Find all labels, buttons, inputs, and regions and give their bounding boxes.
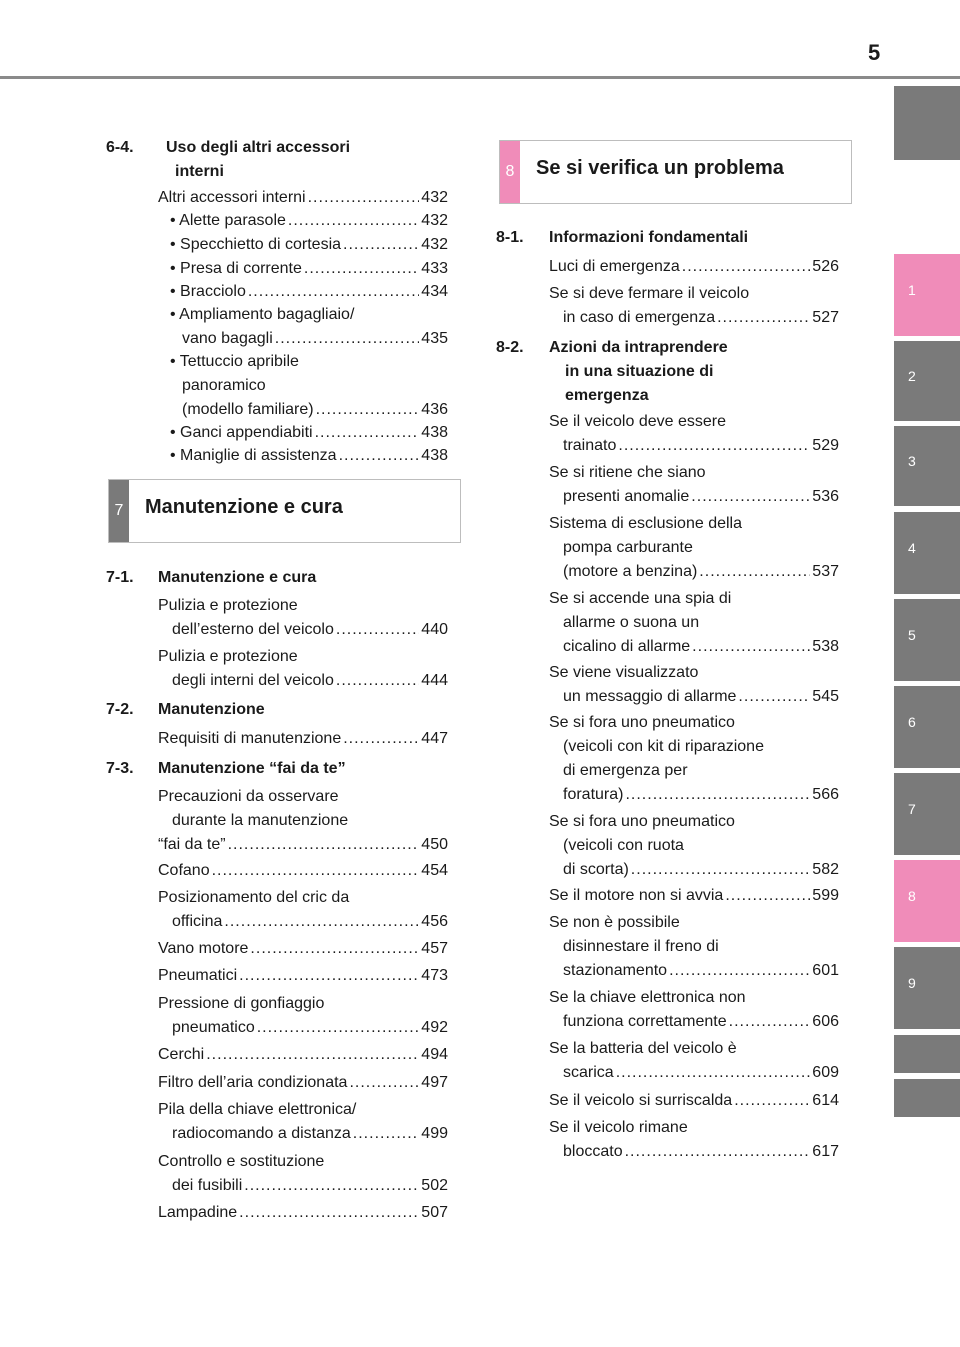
toc-entry[interactable]: Luci di emergenza ..... 526 (549, 255, 839, 279)
toc-entry[interactable]: • Specchietto di cortesia ..... 432 (170, 233, 448, 257)
toc-entry[interactable]: Altri accessori interni ..... 432 (158, 186, 448, 210)
toc-entry[interactable]: Vano motore ..... 457 (158, 937, 448, 961)
section-7-3-heading: 7-3. Manutenzione “fai da te” (106, 760, 346, 777)
toc-entry[interactable]: Se la chiave elettronica non funziona correttamente ..... 606 (549, 986, 839, 1034)
toc-entry[interactable]: Filtro dell’aria condizionata ..... 497 (158, 1071, 448, 1095)
toc-entry[interactable]: Se si fora uno pneumatico (veicoli con kit di riparazione di emergenza per foratura) ..... 566 (549, 711, 839, 807)
tab-3[interactable]: 3 (894, 426, 960, 506)
toc-entry[interactable]: Posizionamento del cric da officina ..... 456 (158, 886, 448, 934)
toc-entry[interactable]: • Ampliamento bagagliaio/ vano bagagli ..... 435 (170, 303, 448, 351)
tab-6[interactable]: 6 (894, 686, 960, 768)
toc-entry[interactable]: Se si accende una spia di allarme o suona un cicalino di allarme ..... 538 (549, 587, 839, 659)
section-8-1-heading: 8-1. Informazioni fondamentali (496, 229, 749, 246)
toc-entry[interactable]: Pressione di gonfiaggio pneumatico ..... 492 (158, 992, 448, 1040)
chapter-8-box[interactable] (499, 140, 852, 204)
section-8-2-heading: 8-2. Azioni da intraprendere in una situazione di emergenza (496, 339, 728, 404)
section-6-4-heading: 6-4. Uso degli altri accessori interni (106, 139, 351, 180)
toc-entry[interactable]: Se il veicolo deve essere trainato ..... 529 (549, 410, 839, 458)
toc-entry[interactable]: Sistema di esclusione della pompa carburante (motore a benzina) ..... 537 (549, 512, 839, 584)
tab-5[interactable]: 5 (894, 599, 960, 681)
toc-entry[interactable]: Se il motore non si avvia ..... 599 (549, 884, 839, 908)
toc-entry[interactable]: Se si deve fermare il veicolo in caso di emergenza ..... 527 (549, 282, 839, 330)
tab-blank-bottom-2[interactable] (894, 1079, 960, 1117)
page-number: 5 (868, 40, 881, 65)
toc-entry[interactable]: Se il veicolo si surriscalda ..... 614 (549, 1089, 839, 1113)
chapter-number-badge: 7 (109, 480, 129, 542)
toc-entry[interactable]: Precauzioni da osservare durante la manutenzione “fai da te” ..... 450 (158, 785, 448, 857)
tab-blank-bottom-1[interactable] (894, 1035, 960, 1073)
tab-8[interactable]: 8 (894, 860, 960, 942)
top-rule (0, 76, 960, 79)
tab-9[interactable]: 9 (894, 947, 960, 1029)
toc-entry[interactable]: Requisiti di manutenzione ..... 447 (158, 727, 448, 751)
toc-entry[interactable]: Pulizia e protezione degli interni del veicolo ..... 444 (158, 645, 448, 693)
tab-7[interactable]: 7 (894, 773, 960, 855)
toc-entry[interactable]: Se si ritiene che siano presenti anomalie ..... 536 (549, 461, 839, 509)
section-7-2-heading: 7-2. Manutenzione (106, 701, 265, 718)
chapter-title: Se si verifica un problema (536, 157, 784, 179)
toc-entry[interactable]: Se non è possibile disinnestare il freno di stazionamento ..... 601 (549, 911, 839, 983)
toc-entry[interactable]: Pneumatici ..... 473 (158, 964, 448, 988)
tab-1[interactable]: 1 (894, 254, 960, 336)
chapter-7-box[interactable] (108, 479, 461, 543)
toc-entry[interactable]: Se si fora uno pneumatico (veicoli con ruota di scorta) ..... 582 (549, 810, 839, 882)
toc-entry[interactable]: • Presa di corrente ..... 433 (170, 257, 448, 281)
tab-2[interactable]: 2 (894, 341, 960, 421)
toc-entry[interactable]: Controllo e sostituzione dei fusibili ..... 502 (158, 1150, 448, 1198)
tab-blank-top[interactable] (894, 86, 960, 160)
chapter-number-badge: 8 (500, 141, 520, 203)
toc-entry[interactable]: • Bracciolo ..... 434 (170, 280, 448, 304)
toc-entry[interactable]: Lampadine ..... 507 (158, 1201, 448, 1225)
toc-entry[interactable]: Se il veicolo rimane bloccato ..... 617 (549, 1116, 839, 1164)
toc-entry[interactable]: Cofano ..... 454 (158, 859, 448, 883)
section-7-1-heading: 7-1. Manutenzione e cura (106, 569, 317, 586)
toc-entry[interactable]: • Tettuccio apribile panoramico (modello familiare) ..... 436 (170, 350, 448, 422)
chapter-title: Manutenzione e cura (145, 496, 343, 518)
toc-entry[interactable]: Se viene visualizzato un messaggio di allarme ..... 545 (549, 661, 839, 709)
toc-entry[interactable]: Pulizia e protezione dell’esterno del veicolo ..... 440 (158, 594, 448, 642)
toc-entry[interactable]: • Maniglie di assistenza ..... 438 (170, 444, 448, 468)
toc-entry[interactable]: Se la batteria del veicolo è scarica ..... 609 (549, 1037, 839, 1085)
toc-entry[interactable]: • Alette parasole ..... 432 (170, 209, 448, 233)
toc-entry[interactable]: Cerchi ..... 494 (158, 1043, 448, 1067)
toc-entry[interactable]: • Ganci appendiabiti ..... 438 (170, 421, 448, 445)
toc-entry[interactable]: Pila della chiave elettronica/ radiocomando a distanza ..... 499 (158, 1098, 448, 1146)
tab-4[interactable]: 4 (894, 512, 960, 594)
